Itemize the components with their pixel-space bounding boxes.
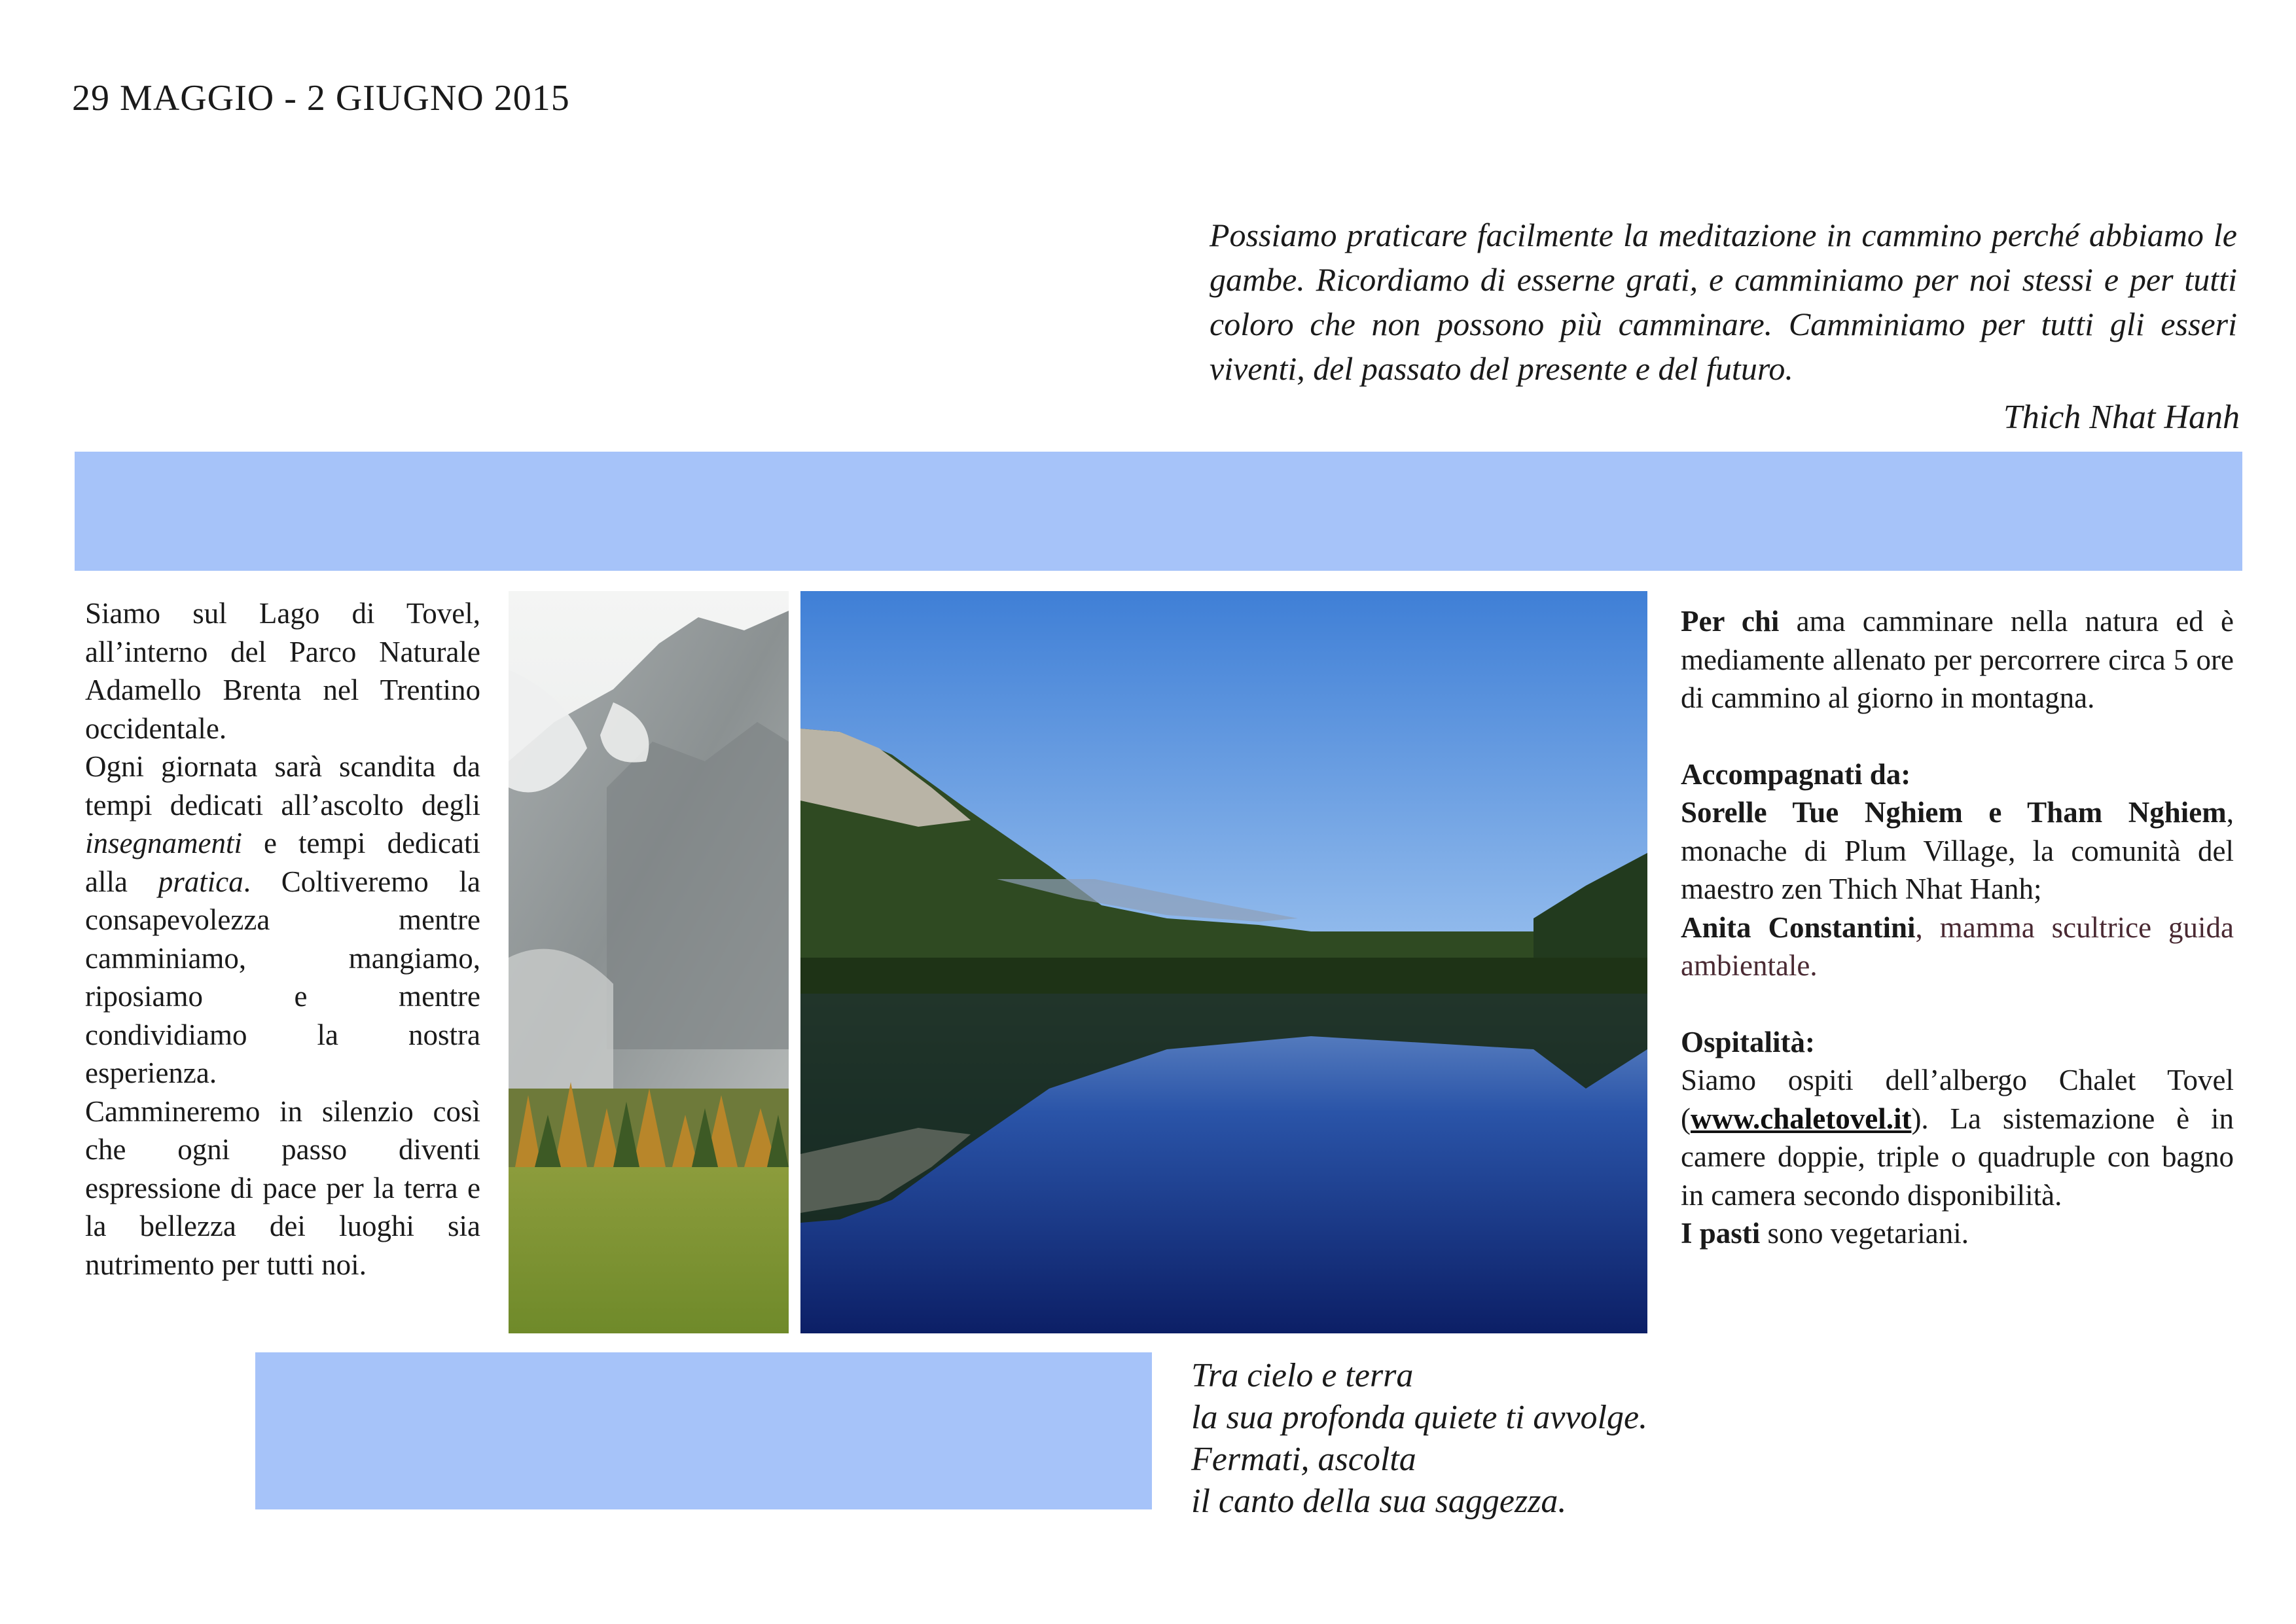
intro-text-run: Ogni giornata sarà scandita da tempi dedicati all’ascolto degli xyxy=(85,750,480,821)
poem-line: il canto della sua saggezza. xyxy=(1191,1483,1567,1520)
poem-line: Fermati, ascolta xyxy=(1191,1441,1416,1478)
lake-photo xyxy=(800,591,1647,1333)
mountain-photo xyxy=(509,591,789,1333)
guide-2-text: , mamma scultrice guida ambientale. xyxy=(1681,911,2234,982)
meals-label: I pasti xyxy=(1681,1217,1761,1250)
hospitality-heading-text: Ospitalità: xyxy=(1681,1025,1816,1058)
audience-text: ama camminare nella natura ed è mediamente allenato per percorrere circa 5 ore di cammino al giorno in montagna. xyxy=(1681,605,2234,714)
intro-text-run: e tempi dedicati alla xyxy=(85,827,480,898)
intro-paragraph-2 xyxy=(85,748,480,1092)
spacer xyxy=(1681,985,2234,1023)
poem-line: la sua profonda quiete ti avvolge. xyxy=(1191,1399,1648,1436)
meals-text: sono vegetariani. xyxy=(1760,1217,1969,1250)
intro-text xyxy=(85,594,480,1284)
hospitality-text: ). La sistemazione è in camere doppie, triple o quadruple con bagno in camera secondo disponibilità. xyxy=(1681,1102,2234,1212)
quote-author: Thich Nhat Hanh xyxy=(2003,399,2240,436)
guide-1 xyxy=(1681,793,2234,909)
guides-heading xyxy=(1681,755,2234,794)
audience-paragraph xyxy=(1681,602,2234,717)
info-column xyxy=(1681,602,2234,1253)
guide-2 xyxy=(1681,909,2234,985)
spacer xyxy=(1681,717,2234,755)
bottom-color-band xyxy=(255,1352,1152,1509)
emphasis-pratica: pratica xyxy=(158,865,243,898)
audience-label: Per chi xyxy=(1681,605,1780,638)
intro-paragraph-3: Cammineremo in silenzio così che ogni passo diventi espressione di pace per la terra e la bellezza dei luoghi sia nutrimento per tutti noi. xyxy=(85,1094,480,1281)
hospitality-paragraph xyxy=(1681,1061,2234,1214)
intro-paragraph-1: Siamo sul Lago di Tovel, all’interno del Parco Naturale Adamello Brenta nel Trentino occidentale. xyxy=(85,597,480,745)
intro-text-run: . Coltiveremo la consapevolezza mentre camminiamo, mangiamo, riposiamo e mentre condividiamo la nostra esperienza. xyxy=(85,865,481,1089)
event-date: 29 MAGGIO - 2 GIUGNO 2015 xyxy=(72,78,570,118)
hospitality-heading xyxy=(1681,1023,2234,1062)
guide-1-names: Sorelle Tue Nghiem e Tham Nghiem xyxy=(1681,796,2227,829)
poem-line: Tra cielo e terra xyxy=(1191,1357,1414,1394)
hospitality-text: Siamo ospiti dell’albergo Chalet Tovel ( xyxy=(1681,1064,2234,1135)
quote-text: Possiamo praticare facilmente la meditazione in cammino perché abbiamo le gambe. Ricordiamo di esserne grati, e camminiamo per noi stessi e per tutti coloro che non possono più camminare. Camminiamo per tutti gli esseri viventi, del passato del presente e del futuro. xyxy=(1210,217,2237,387)
hotel-website-link[interactable]: www.chaletovel.it xyxy=(1691,1102,1912,1135)
poem xyxy=(1191,1355,1647,1523)
guide-2-name: Anita Constantini xyxy=(1681,911,1916,944)
emphasis-insegnamenti: insegnamenti xyxy=(85,827,242,859)
guide-1-text: , monache di Plum Village, la comunità del maestro zen Thich Nhat Hanh; xyxy=(1681,796,2234,905)
guides-heading-text: Accompagnati da: xyxy=(1681,757,1911,791)
top-color-band xyxy=(75,452,2242,571)
meals-paragraph xyxy=(1681,1214,2234,1253)
